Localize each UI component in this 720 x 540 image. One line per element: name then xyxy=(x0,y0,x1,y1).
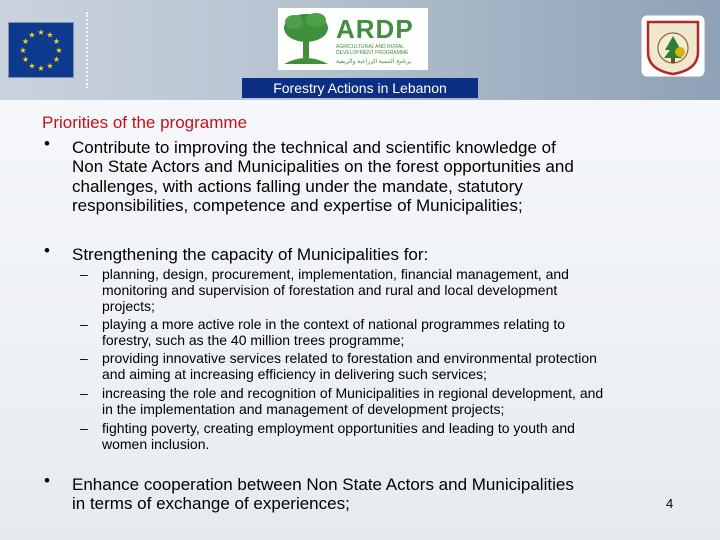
sub-item-line: planning, design, procurement, implementation, financial management, and xyxy=(102,266,569,282)
svg-text:★: ★ xyxy=(37,64,45,73)
sub-item-line: women inclusion. xyxy=(102,436,210,452)
section-title: Priorities of the programme xyxy=(42,113,248,132)
svg-text:★: ★ xyxy=(52,37,61,46)
ardp-logo-subtitle: AGRICULTURAL AND RURAL DEVELOPMENT PROGRAMME xyxy=(336,44,409,56)
bullet-line: in terms of exchange of experiences; xyxy=(72,494,350,513)
sub-item-line: in the implementation and management of development projects; xyxy=(102,401,505,417)
sub-item-line: monitoring and supervision of forestation and rural and local development xyxy=(102,282,558,298)
page-number: 4 xyxy=(666,496,674,511)
sub-item-line: playing a more active role in the context of national programmes relating to xyxy=(102,316,566,332)
sub-item-marker: – xyxy=(80,385,88,401)
svg-text:★: ★ xyxy=(46,61,54,71)
header-title: Forestry Actions in Lebanon xyxy=(242,78,478,98)
bullet-marker: • xyxy=(44,471,50,490)
sub-item-line: and aiming at increasing efficiency in delivering such services; xyxy=(102,366,487,382)
sub-item-marker: – xyxy=(80,420,88,436)
ministry-seal-icon xyxy=(640,14,706,78)
svg-text:★: ★ xyxy=(46,30,54,40)
svg-text:★: ★ xyxy=(28,30,36,40)
ardp-logo-text: ARDP xyxy=(336,14,414,44)
bullet-marker: • xyxy=(44,134,50,153)
svg-text:★: ★ xyxy=(37,28,45,37)
bullet-line: challenges, with actions falling under the mandate, statutory xyxy=(72,177,523,196)
svg-text:★: ★ xyxy=(52,55,61,64)
svg-text:★: ★ xyxy=(21,55,30,64)
sub-item-line: forestry, such as the 40 million trees programme; xyxy=(102,332,405,348)
sub-item-marker: – xyxy=(80,350,88,366)
bullet-line: Non State Actors and Municipalities on the forest opportunities and xyxy=(72,157,574,176)
svg-text:★: ★ xyxy=(19,46,27,55)
sub-item-line: increasing the role and recognition of Municipalities in regional development, and xyxy=(102,385,604,401)
sub-item-line: projects; xyxy=(102,298,155,314)
svg-text:★: ★ xyxy=(55,46,63,55)
header-band xyxy=(0,0,720,100)
eu-flag-icon xyxy=(8,22,74,78)
bullet-line: Enhance cooperation between Non State Actors and Municipalities xyxy=(72,475,574,494)
bullet-line: Contribute to improving the technical and scientific knowledge of xyxy=(72,138,556,157)
svg-text:★: ★ xyxy=(28,61,36,71)
tree-icon xyxy=(278,8,334,70)
ardp-logo-arabic: برنامج التنمية الزراعية والريفية xyxy=(336,59,412,65)
sub-item-marker: – xyxy=(80,266,88,282)
sub-item-line: fighting poverty, creating employment opportunities and leading to youth and xyxy=(102,420,575,436)
ardp-logo xyxy=(278,8,428,70)
header-divider xyxy=(86,12,88,88)
bullet-marker: • xyxy=(44,241,50,260)
svg-text:★: ★ xyxy=(21,37,30,46)
bullet-line: responsibilities, competence and expertise of Municipalities; xyxy=(72,196,523,215)
sub-item-line: providing innovative services related to forestation and environmental protection xyxy=(102,350,597,366)
sub-item-marker: – xyxy=(80,316,88,332)
bullet-line: Strengthening the capacity of Municipalities for: xyxy=(72,245,429,264)
